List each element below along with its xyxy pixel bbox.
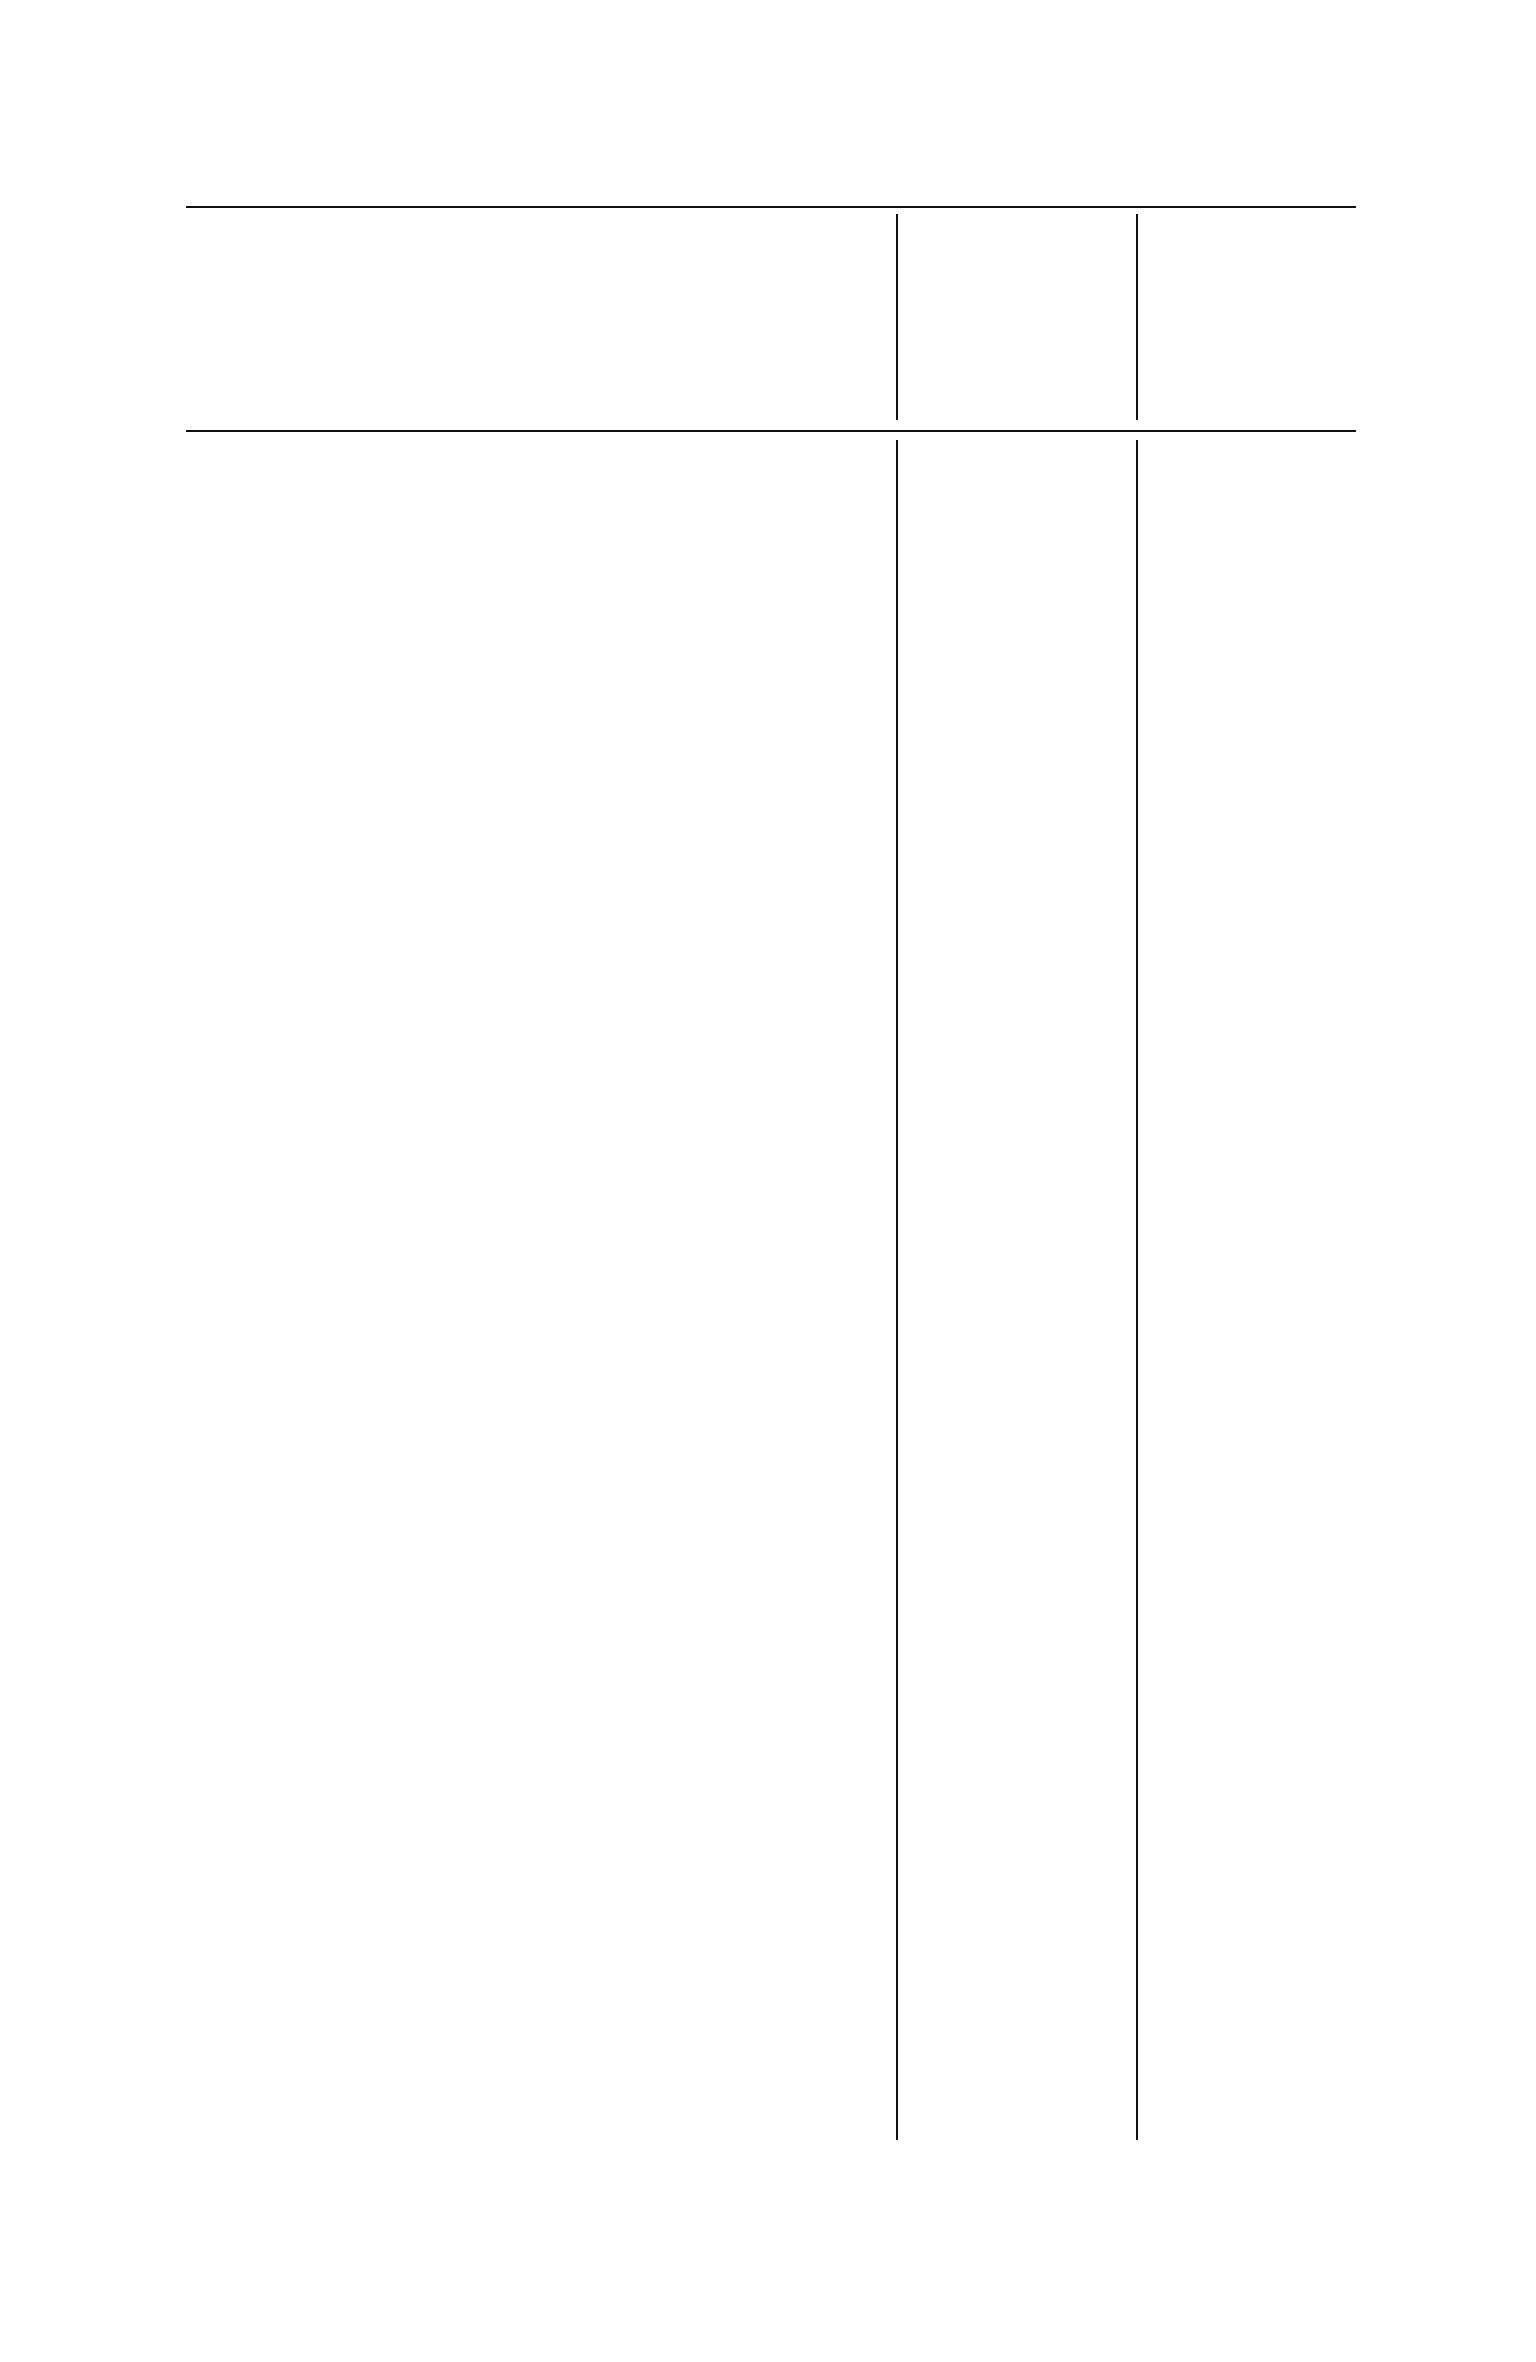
column-divider-2-body <box>1136 440 1138 2140</box>
column-divider-1-body <box>896 440 898 2140</box>
header-region <box>186 250 894 400</box>
header-bottom-rule <box>186 430 1356 432</box>
column-divider-1 <box>896 214 898 420</box>
top-rule <box>186 206 1356 208</box>
column-divider-2 <box>1136 214 1138 420</box>
